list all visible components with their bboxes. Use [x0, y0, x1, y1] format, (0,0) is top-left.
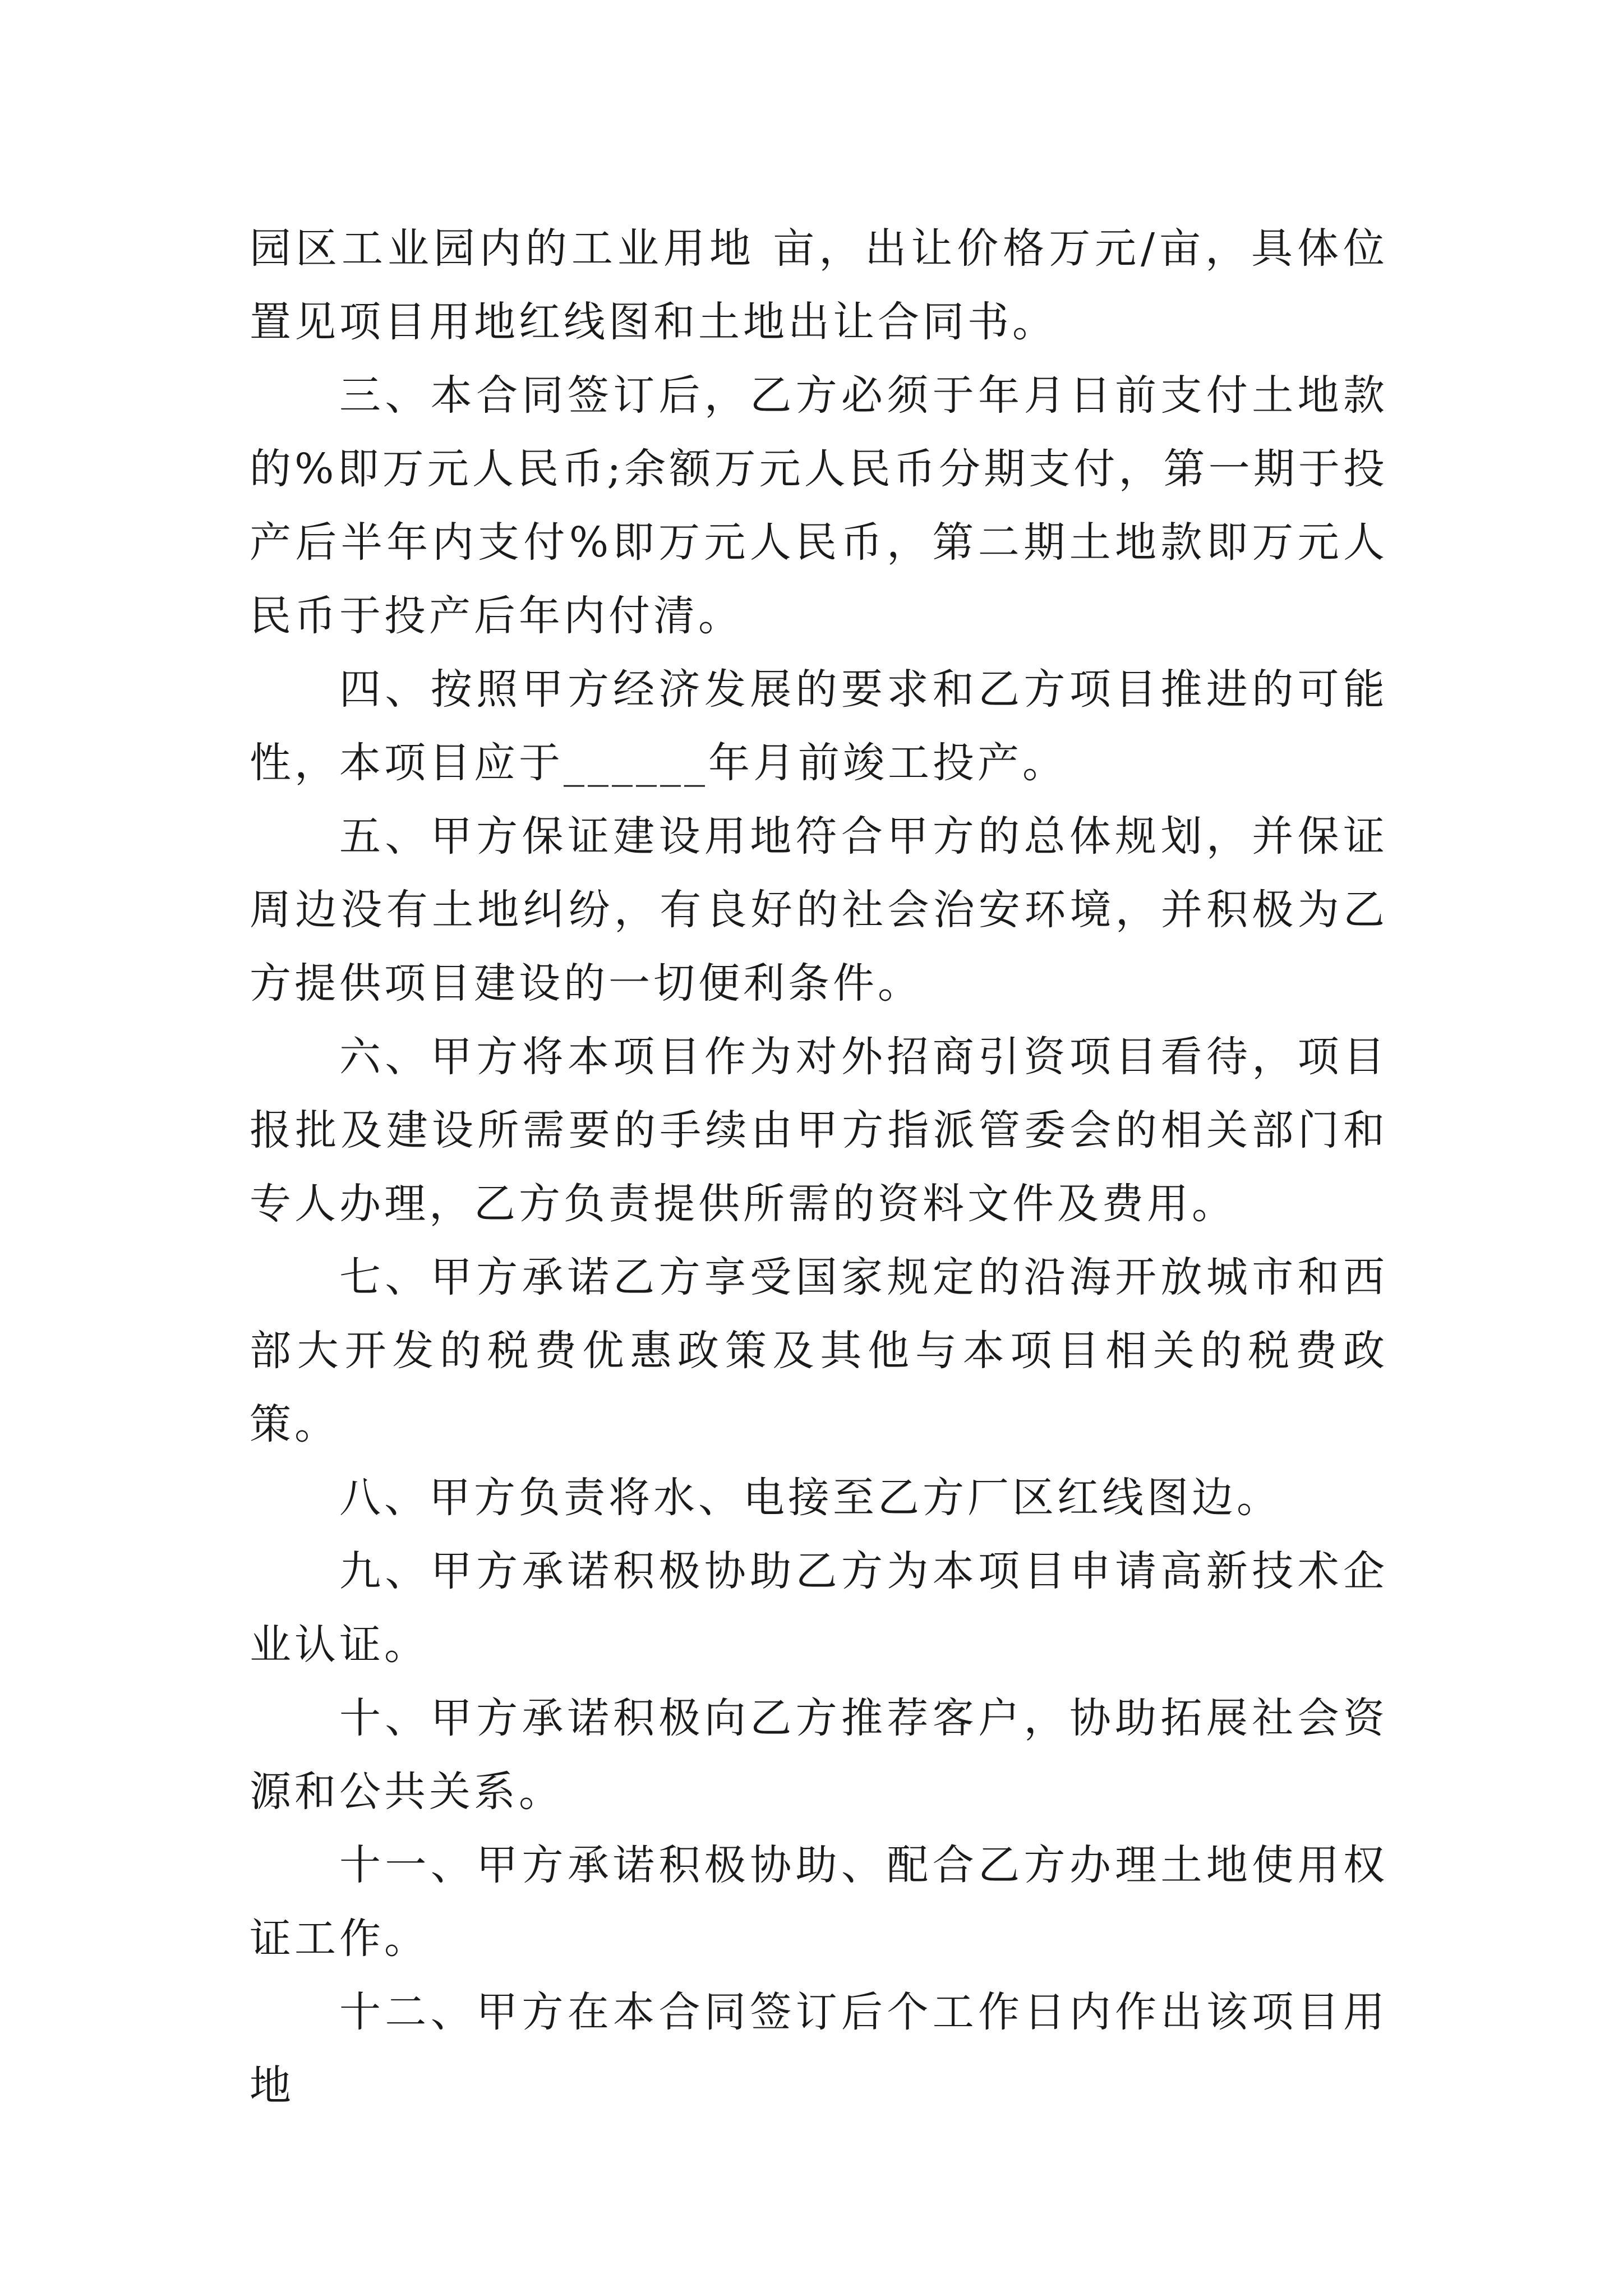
paragraph-clause-12: 十二、甲方在本合同签订后个工作日内作出该项目用地 — [250, 1988, 1388, 2110]
paragraph-clause-5: 五、甲方保证建设用地符合甲方的总体规划，并保证周边没有土地纠纷，有良好的社会治安环境，并积极为乙方提供项目建设的一切便利条件。 — [250, 812, 1388, 1007]
paragraph-clause-8: 八、甲方负责将水、电接至乙方厂区红线图边。 — [339, 1474, 1281, 1522]
paragraph-clause-6: 六、甲方将本项目作为对外招商引资项目看待，项目报批及建设所需要的手续由甲方指派管委会的相关部门和专人办理，乙方负责提供所需的资料文件及费用。 — [250, 1033, 1388, 1228]
paragraph-clause-3: 三、本合同签订后，乙方必须于年月日前支付土地款的%即万元人民币;余额万元人民币分期支付，第一期于投产后半年内支付%即万元人民币，第二期土地款即万元人民币于投产后年内付清。 — [250, 371, 1388, 640]
paragraph-clause-10: 十、甲方承诺积极向乙方推荐客户，协助拓展社会资源和公共关系。 — [250, 1694, 1388, 1816]
paragraph-clause-4: 四、按照甲方经济发展的要求和乙方项目推进的可能性，本项目应于______年月前竣工投产。 — [250, 665, 1388, 787]
paragraph-1: 园区工业园内的工业用地 亩，出让价格万元/亩，具体位置见项目用地红线图和土地出让合同书。 — [250, 224, 1388, 346]
paragraph-clause-9: 九、甲方承诺积极协助乙方为本项目申请高新技术企业认证。 — [250, 1547, 1388, 1669]
document-body — [250, 212, 1388, 2123]
paragraph-clause-7: 七、甲方承诺乙方享受国家规定的沿海开放城市和西部大开发的税费优惠政策及其他与本项目相关的税费政策。 — [250, 1253, 1388, 1448]
paragraph-clause-11: 十一、甲方承诺积极协助、配合乙方办理土地使用权证工作。 — [250, 1841, 1388, 1963]
